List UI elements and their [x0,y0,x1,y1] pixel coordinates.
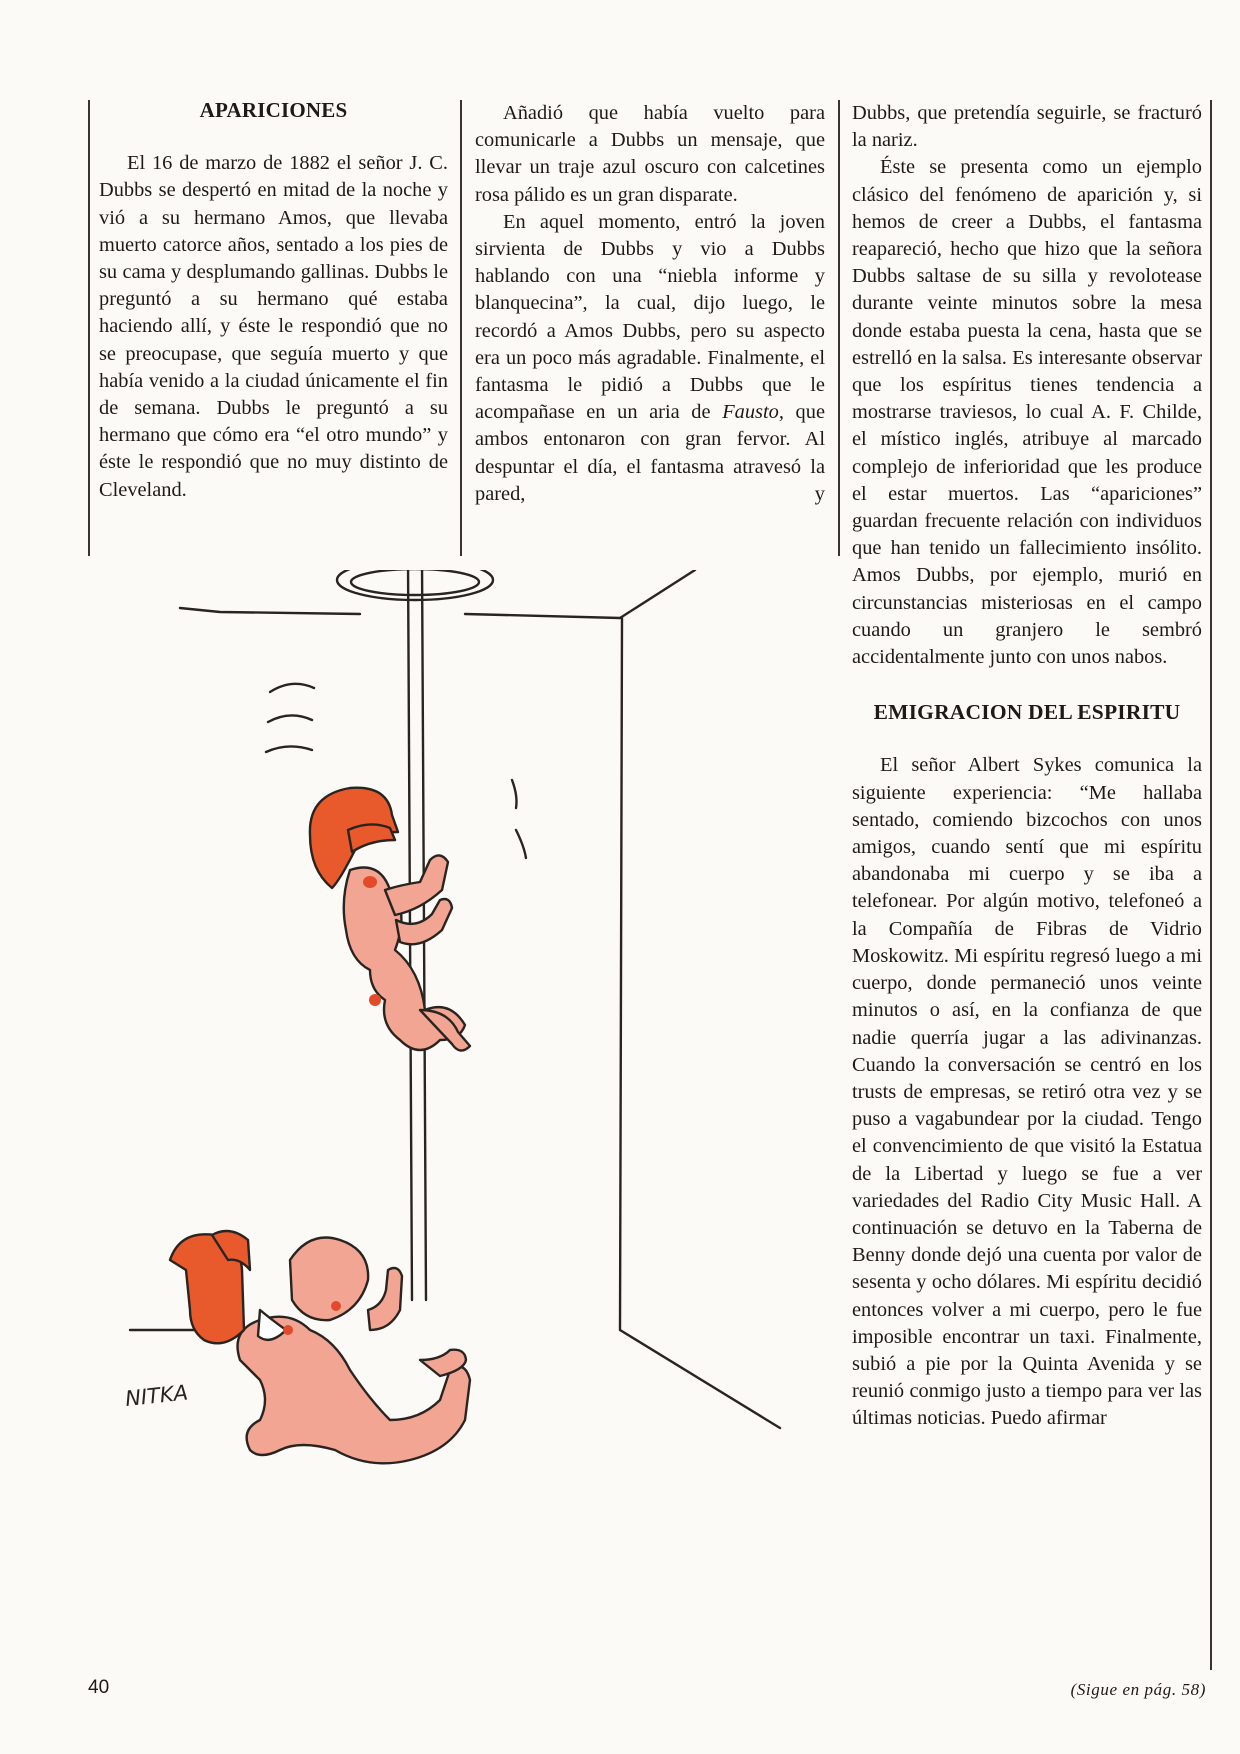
motion-mark [266,746,312,752]
continued-note: (Sigue en pág. 58) [1070,1680,1206,1699]
paragraph-apariciones-4: Dubbs, que pretendía seguirle, se fracturó la nariz. [852,102,1202,152]
column-1 [99,97,448,504]
column-3 [852,100,1202,1433]
room-corner-line [620,570,695,618]
column-2 [475,100,825,508]
motion-mark [516,830,526,858]
paragraph-apariciones-2: Añadió que había vuelto para comunicarle a Dubbs un mensaje, que llevar un traje azul oscuro con calcetines rosa pálido es un gran disparate. [475,102,825,206]
column-rule-right [838,100,840,556]
paragraph-apariciones-1: El 16 de marzo de 1882 el señor J. C. Dubbs se despertó en mitad de la noche y vió a su hermano Amos, que llevaba muerto catorce años, sentado a los pies de su cama y desplumando gallinas. Dubbs le preguntó a su hermano qué estaba haciendo allí, y éste le respondió que no se preocupase, que seguía muerto y que había venido a la ciudad únicamente el fin de semana. Dubbs le preguntó a su hermano que cómo era “el otro mundo” y éste le respondió que no muy distinto de Cleveland. [99,152,448,501]
wall-corner-line [620,618,780,1428]
column-rule-outer [1210,100,1212,1670]
ceiling-line [180,608,360,614]
cartoon-illustration [120,570,840,1670]
motion-mark [268,715,312,722]
section-heading-apariciones: APARICIONES [199,98,348,122]
column-rule-middle [460,100,462,556]
paragraph-emigracion-1: El señor Albert Sykes comunica la siguiente experiencia: “Me hallaba sentado, comiendo bizcochos con unos amigos, cuando sentí que mi espíritu abandonaba mi cuerpo y se iba a telefonear. Por algún motivo, telefoneó a la Compañía de Fibras de Vidrio Moskowitz. Mi espíritu regresó luego a mi cuerpo, donde permaneció unos veinte minutos o así, en la confianza de que nadie querría jugar a las adivinanzas. Cuando la conversación se centró en los trusts de empresas, se retiró otra vez y se puso a vagabundear por la ciudad. Tengo el convencimiento de que visitó la Estatua de la Libertad y luego se fue a ver variedades del Radio City Music Hall. A continuación se detuvo en la Taberna de Benny donde dejó una cuenta por valor de sesenta y ocho dólares. Mi espíritu decidió entonces volver a mi cuerpo, pero le fue imposible encontrar un taxi. Finalmente, subió a pie por la Quinta Avenida y se reunió conmigo justo a tiempo para ver las últimas noticias. Puedo afirmar [852,754,1202,1430]
opera-title: Fausto, [722,401,784,424]
paragraph-text: En aquel momento, entró la joven sirvienta de Dubbs y vio a Dubbs hablando con una “niebla informe y blanquecina”, la cual, dijo luego, le recordó a Amos Dubbs, pero su aspecto era un poco más agradable. Finalmente, el fantasma le pidió a Dubbs que le acompañase en un aria de [475,210,825,424]
motion-mark [512,780,517,808]
paragraph-apariciones-3 [475,209,825,508]
page-number: 40 [88,1677,110,1698]
column-rule-left [88,100,90,556]
halo-ring-inner [351,570,479,595]
ceiling-line [465,614,620,618]
paragraph-apariciones-5: Éste se presenta como un ejemplo clásico del fenómeno de aparición y, si hemos de creer a Dubbs, el fantasma reapareció, hecho que hizo que la señora Dubbs saltase de su silla y revolotease durante veinte minutos sobre la mesa donde estaba puesta la cena, hasta que se estrelló en la salsa. Es interesante observar que los espíritus tienes tendencia a mostrarse traviesos, lo cual A. F. Childe, el místico inglés, atribuye al marcado complejo de inferioridad que les produce el estar muertos. Las “apariciones” guardan frecuente relación con individuos que han tenido un fallecimiento insólito. Amos Dubbs, por ejemplo, murió en circunstancias misteriosas en el campo cuando un granjero le sembró accidentalmente junto con unos nabos. [852,156,1202,669]
motion-mark [270,684,314,692]
paragraph-text: que ambos entonaron con gran fervor. Al despuntar el día, el fantasma atravesó la pared, y [475,401,825,505]
section-heading-emigracion: EMIGRACION DEL ESPIRITU [873,700,1181,725]
climbing-figure [310,788,470,1051]
artist-signature: NITKA [124,1380,190,1411]
